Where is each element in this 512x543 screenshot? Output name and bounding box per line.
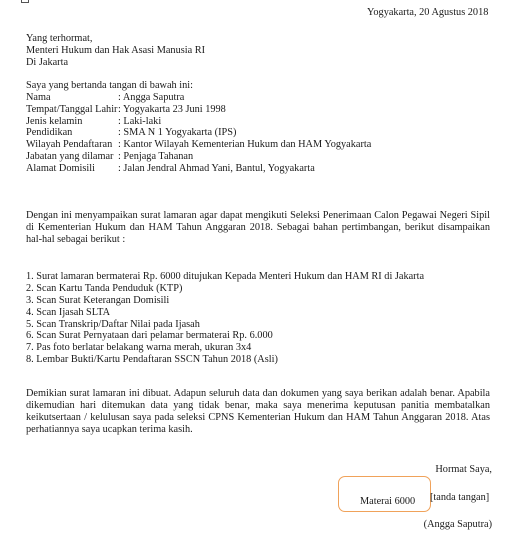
- identity-value: : Kantor Wilayah Kementerian Hukum dan HAM Yogyakarta: [118, 139, 372, 151]
- identity-value: : Penjaga Tahanan: [118, 150, 194, 162]
- stamp-label: Materai 6000: [360, 496, 416, 507]
- identity-row: [26, 163, 371, 175]
- closing-paragraph: Demikian surat lamaran ini dibuat. Adapun seluruh data dan dokumen yang saya berikan adalah benar. Apabila dikemudian hari ditemukan data yang tidak benar, maka saya menerima keputusan panitia membatalkan keikutsertaan / kelulusan saya pada seleksi CPNS Kementerian Hukum dan HAM Tahun Anggaran 2018. Atas perhatiannya saya ucapkan terima kasih.: [26, 388, 490, 436]
- identity-label: Alamat Domisili: [26, 162, 95, 174]
- attachment-item: 4. Scan Ijasah SLTA: [26, 306, 111, 318]
- body-paragraph: Dengan ini menyampaikan surat lamaran agar dapat mengikuti Seleksi Penerimaan Calon Pegawai Negeri Sipil di Kementerian Hukum dan HAM Tahun Anggaran 2018. Sebagai bahan pertimbangan, berikut disampaikan hal-hal sebagai berikut :: [26, 210, 490, 246]
- identity-value: : Jalan Jendral Ahmad Yani, Bantul, Yogyakarta: [118, 162, 315, 174]
- signer-name: (Angga Saputra): [423, 519, 492, 530]
- attachment-item: 1. Surat lamaran bermaterai Rp. 6000 ditujukan Kepada Menteri Hukum dan HAM RI di Jakarta: [26, 271, 425, 282]
- attachment-item: 5. Scan Transkrip/Daftar Nilai pada Ijasah: [26, 318, 200, 330]
- identity-row: [26, 104, 371, 116]
- recipient-block: [26, 33, 205, 69]
- identity-value: : SMA N 1 Yogyakarta (IPS): [118, 127, 237, 139]
- place-date: Yogyakarta, 20 Agustus 2018: [367, 7, 489, 18]
- attachment-item: 3. Scan Surat Keterangan Domisili: [26, 294, 170, 306]
- identity-label: Tempat/Tanggal Lahir: [26, 103, 118, 115]
- identity-block: [26, 92, 371, 175]
- attachment-list: [26, 271, 424, 366]
- recipient-line: Di Jakarta: [26, 56, 69, 68]
- identity-label: Wilayah Pendaftaran: [26, 139, 113, 151]
- checkbox-icon[interactable]: [21, 0, 29, 3]
- identity-row: [26, 151, 371, 163]
- identity-row: [26, 92, 371, 104]
- signature-placeholder: [tanda tangan]: [430, 492, 490, 503]
- identity-row: [26, 127, 371, 139]
- attachment-item: 6. Scan Surat Pernyataan dari pelamar bermaterai Rp. 6.000: [26, 330, 273, 342]
- identity-row: [26, 116, 371, 128]
- identity-label: Jabatan yang dilamar: [26, 150, 114, 162]
- identity-value: : Angga Saputra: [118, 92, 185, 103]
- identity-value: : Yogyakarta 23 Juni 1998: [118, 103, 226, 115]
- attachment-item: 8. Lembar Bukti/Kartu Pendaftaran SSCN Tahun 2018 (Asli): [26, 354, 278, 366]
- recipient-line: Yang terhormat,: [26, 33, 93, 44]
- identity-label: Nama: [26, 92, 51, 103]
- identity-label: Pendidikan: [26, 127, 73, 139]
- attachment-item: 7. Pas foto berlatar belakang warna merah, ukuran 3x4: [26, 342, 252, 354]
- identity-label: Jenis kelamin: [26, 115, 83, 127]
- identity-row: [26, 139, 371, 151]
- attachment-item: 2. Scan Kartu Tanda Penduduk (KTP): [26, 282, 183, 294]
- closing-greeting: Hormat Saya,: [435, 464, 492, 475]
- recipient-line: Menteri Hukum dan Hak Asasi Manusia RI: [26, 44, 206, 56]
- intro-text: Saya yang bertanda tangan di bawah ini:: [26, 80, 193, 91]
- identity-value: : Laki-laki: [118, 115, 162, 127]
